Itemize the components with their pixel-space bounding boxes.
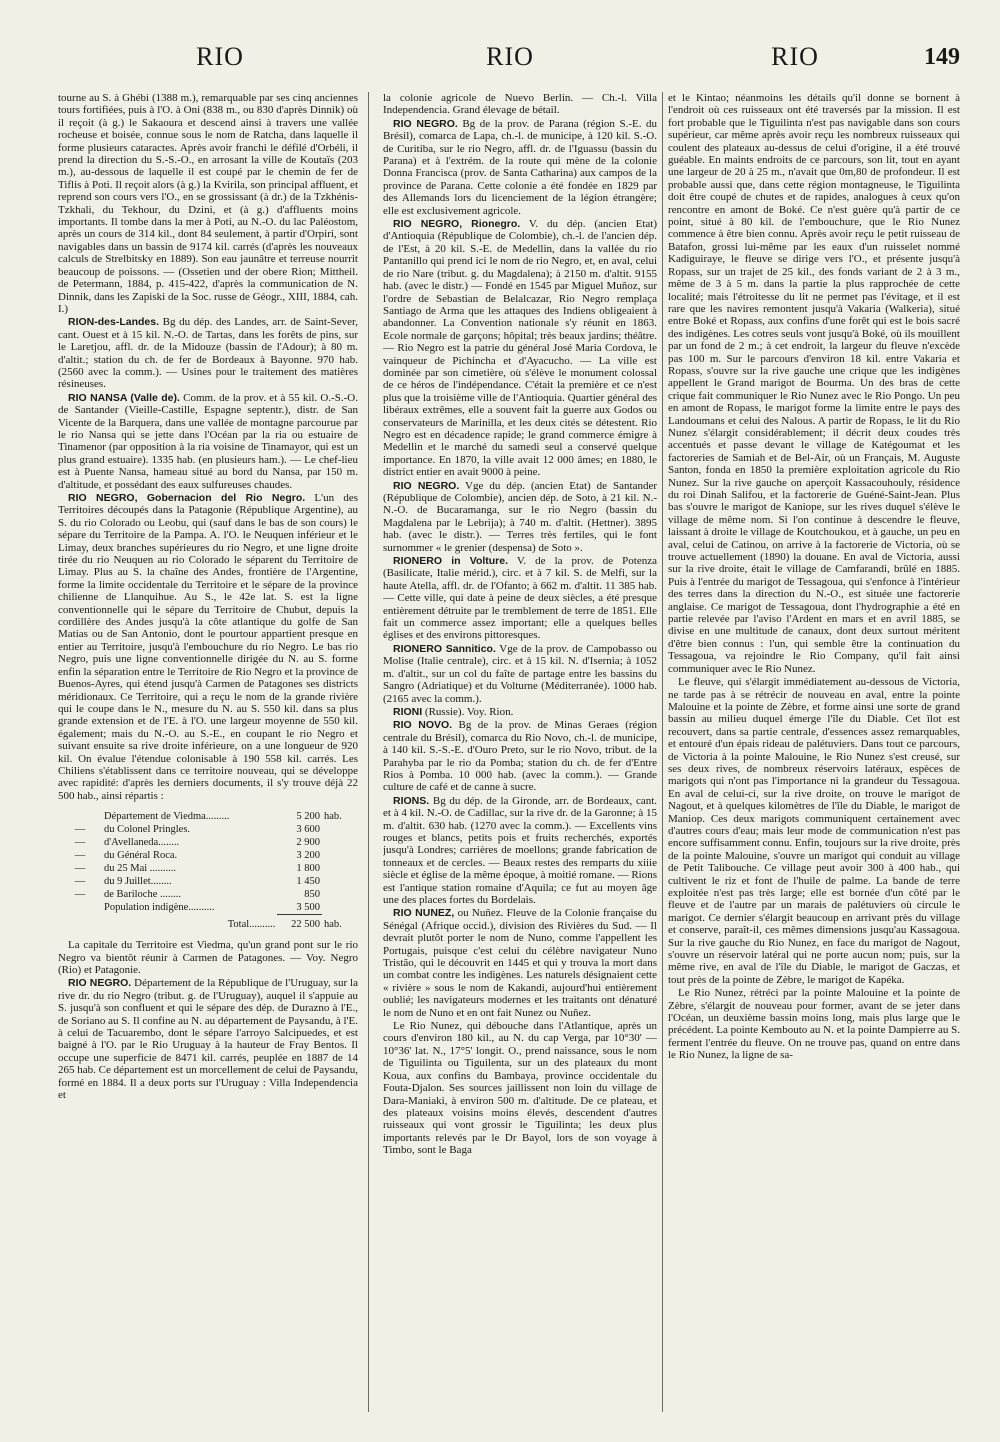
row-dash	[58, 901, 102, 915]
entry-rio-negro-brazil	[383, 118, 657, 217]
entry-text: Bg de la prov. de Minas Geraes (région centrale du Brésil), comarca du Rio Novo, ch.-l. de municipe, à 140 kil. S.-S.-E. d'Ouro Preto, sur le rio Novo, tribut. de la Parahyba par le rio da Pomba; station du ch. de fer d'Entre Rios à Pomba. 10 000 hab. (avec la comm.). — Grande culture de café et de canne à sucre.	[383, 719, 657, 794]
capitale-paragraph: La capitale du Territoire est Viedma, qu'un grand pont sur le rio Negro va bientôt réunir à Carmen de Patagones. — Voy. Negro (Rio) et Patagonie.	[58, 939, 358, 976]
entry-rio-negro-uruguay	[58, 977, 358, 1101]
entry-rio-negro-antioquia	[383, 218, 657, 479]
population-row	[58, 901, 358, 915]
row-unit	[322, 901, 358, 915]
entry-title: RIO NEGRO, Rionegro.	[393, 218, 521, 231]
entry-text: Bg du dép. des Landes, arr. de Saint-Sever, cant. Ouest et à 15 kil. N.-O. de Tartas, dans les forêts de pins, sur le Laretjou, affl. dr. de la Midouze (bassin de l'Adour); à 80 m. d'altit.; station du ch. de fer de Bordeaux à Bayonne. 970 hab. (2560 avec la comm.). — Usines pour le traitement des matières résineuses.	[58, 316, 358, 391]
entry-title: RIO NOVO.	[393, 719, 453, 732]
page-number: 149	[924, 44, 960, 70]
entry-rionero-volture	[383, 555, 657, 642]
column-rule-left	[368, 92, 369, 1412]
population-row	[58, 836, 358, 849]
population-row	[58, 862, 358, 875]
row-value: 3 200	[296, 850, 320, 862]
population-row	[58, 849, 358, 862]
entry-title: RIO NUNEZ,	[393, 907, 455, 920]
population-row	[58, 888, 358, 901]
entry-text: Vge de la prov. de Campobasso ou Molise (Italie centrale), circ. et à 15 kil. N. d'Isernia; à 1052 m. d'altit., sur un col du faîte de partage entre les bassins du Sangro (Adriatique) et du Volturne (Méditerranée). 1000 hab. (2165 avec la comm.).	[383, 642, 657, 705]
population-row	[58, 875, 358, 888]
row-label: d'Avellaneda........	[104, 837, 180, 849]
entry-title: RIONERO Sannitico.	[393, 642, 496, 655]
row-unit	[322, 836, 358, 849]
row-unit	[322, 888, 358, 901]
population-row	[58, 810, 358, 823]
entry-rio-negro-santander	[383, 480, 657, 554]
entry-rio-novo	[383, 719, 657, 793]
row-dash: —	[74, 824, 86, 836]
population-total-row	[58, 915, 358, 932]
rio-nunez-paragraph-2: Le Rio Nunez, qui débouche dans l'Atlantique, après un cours d'environ 180 kil., au N. du cap Verga, par 10°30' — 10°36' lat. N., 17°5' longit. O., prend naissance, sous le nom de Tiguilinta ou Tiguilenta, sur un des plateaux du mont Koua, aux confins du Bambaya, province occidentale du Fouta-Djalon. Ses sources jaillissent non loin du village de Dara-Maniaki, à environ 500 m. d'altitude. De ce plateau, et des plateaux voisins moins élevés, descendent d'autres ruisseaux qui vont grossir le Tiguilinta; les deux plus importants relevés par le Dr Bayol, lors de son voyage à Timbo, sont le Baga	[383, 1020, 657, 1157]
row-dash: —	[74, 837, 86, 849]
rio-nunez-paragraph-4: Le Rio Nunez, rétréci par la pointe Malouine et la pointe de Zèbre, s'élargit de nouveau pour former, avant de se jeter dans l'Océan, un deuxième bassin moins long, mais plus large que le précédent. La pointe Kembouto au N. et la pointe Dampierre au S. ferment l'entrée du fleuve. On ne trouve pas, quand on entre dans le Rio Nunez, la ligne de sa-	[668, 987, 960, 1062]
entry-text: Bg de la prov. de Parana (région S.-E. du Brésil), comarca de Lapa, ch.-l. de municipe, à 120 kil. S.-O. de Curitiba, sur le rio Negro, affl. dr. de l'Iguassu (bassin du Parana) et à l'extrém. de la route qui mène de la colonie Donna Francisca (prov. de Santa Catharina) aux campos de la province de Parana. Cette colonie a été fondée en 1829 par des Allemands lors du licenciement de la légion étrangère; elle est exclusivement agricole.	[383, 117, 657, 217]
row-value: 3 500	[296, 902, 320, 914]
entry-text: ou Nuñez. Fleuve de la Colonie française du Sénégal (Afrique occid.), division des Rivières du Sud. — Il devrait plutôt porter le nom de Nuno, comme l'appellent les Portugais, puisque c'est celui du célèbre navigateur Nuno Tristão, qui le découvrit en 1445 et qui y trouva la mort dans un combat contre les indigènes. Les naturels désignaient cette « rivière » sous le nom de Kakandi, aujourd'hui entièrement oublié; les navigateurs modernes et les traitants ont dénaturé le nom de Nuno et en ont fait Nunez ou Nuñez.	[383, 907, 657, 1019]
row-value: 2 900	[296, 837, 320, 849]
uruguay-continuation: la colonie agricole de Nuevo Berlin. — Ch.-l. Villa Independencia. Grand élevage de bétail.	[383, 92, 657, 117]
row-value: 850	[304, 889, 320, 901]
row-value: 1 450	[296, 876, 320, 888]
row-value: 1 800	[296, 863, 320, 875]
row-label: de Bariloche ........	[104, 889, 181, 901]
entry-title: RIO NEGRO, Gobernacion del Rio Negro.	[68, 492, 306, 504]
row-label: du Colonel Pringles.	[104, 824, 191, 836]
entry-text: V. de la prov. de Potenza (Basilicate, Italie mérid.), circ. et à 7 kil. S. de Melfi, sur la haute Atella, affl. dr. de l'Ofanto; à 662 m. d'altit. 11 385 hab. — Cette ville, qui date à peine de deux siècles, a été presque entièrement détruite par le tremblement de terre de 1851. Elle fait un commerce assez important; elle a quelques belles églises et des environs pittoresques.	[383, 555, 657, 642]
entry-text: Comm. de la prov. et à 55 kil. O.-S.-O. de Santander (Vieille-Castille, Espagne septentr.), distr. de San Vicente de la Barquera, dans une vallée de montagne parcourue par le rio Nansa qui se jette dans l'Océan par la ria ou estuaire de Tinamenor (par opposition à la ria voisine de Tinamayor, qui est un plus grand estuaire). 1335 hab. (en plusieurs ham.). — Le chef-lieu est à Puente Nansa, hameau situé au bord du Nansa, par 150 m. d'altitude, et possédant des eaux sulfureuses chaudes.	[58, 391, 358, 491]
entry-rions	[383, 795, 657, 907]
row-dash: —	[74, 850, 86, 862]
row-dash: —	[74, 876, 86, 888]
column-3	[668, 92, 960, 1432]
running-head-center: RIO	[486, 42, 534, 71]
total-unit: hab.	[324, 918, 342, 930]
entry-rio-nansa	[58, 392, 358, 491]
row-unit	[322, 823, 358, 836]
row-unit	[322, 862, 358, 875]
entry-title: RIONI	[393, 705, 423, 718]
entry-title: RIO NEGRO.	[393, 117, 458, 130]
row-label: Département de Viedma.........	[104, 811, 230, 823]
entry-title: RIONS.	[393, 794, 430, 807]
row-label: du Général Roca.	[104, 850, 178, 862]
entry-title: RIO NANSA (Valle de).	[68, 391, 180, 404]
entry-text: Bg du dép. de la Gironde, arr. de Bordeaux, cant. et à 4 kil. N.-O. de Cadillac, sur la rive dr. de la Garonne; à 15 m. d'altit. 630 hab. (1270 avec la comm.). — Excellents vins rouges et blancs, petits pois et fruits recherchés, exportés jusqu'à Londres; carrières de moellons; grande fabrication de tonneaux et de cercles. — Beaux restes des remparts du xiiie siècle et église de la même époque, à moitié romane. — Rions est l'antique station romaine d'Aquila; ce fut au moyen âge une des places fortes du Bordelais.	[383, 794, 657, 906]
rio-nunez-continuation: et le Kintao; néanmoins les détails qu'il donne se bornent à l'endroit où ces ruisseaux ont été traversés par la mission. Il est fort probable que le Tiguilinta n'est pas navigable dans son cours supérieur, car même après avoir reçu les nombreux ruisseaux qui coulent des plateaux au-dessus de celui d'origine, il a été trouvé guéable. En maints endroits de ce parcours, son lit, tout en ayant une largeur de 20 à 25 m., n'avait que 0m,80 de profondeur. Il est probable aussi que, dans cette région montagneuse, le Tiguilinta doit être coupé de chutes et de rapides, analogues à ceux qu'on rencontre en amont de Boké. Ce n'est guère qu'à partir de ce point, situé à 80 kil. de l'embouchure, que le Rio Nunez commence à être bien connu. Après avoir reçu le petit ruisseau de Batafon, grossi lui-même par les eaux d'un ruisselet nommé Kadiguiraye, le fleuve se dirige vers l'O., et présente jusqu'à Ropass, sur un trajet de 25 kil., des fonds variant de 2 à 3 m., même de 3 à 5 m. dans la partie la plus rapprochée de cette localité; mais l'étroitesse du lit ne permet pas l'évitage, et il est rare que les navires remontent jusqu'à Vakaria (Walkeria), situé entre Boké et Ropass, aux confins d'une forêt qui est le bois sacré des indigènes. Les cotres seuls vont jusqu'à Boké, où ils mouillent par un fond de 2 m.; à cet endroit, la largeur du fleuve n'excède pas 100 m. Sur le parcours d'environ 18 kil. entre Vakaria et Ropass, s'ouvre sur la rive gauche une crique que les indigènes appellent le Grand marigot de Bourma. Un des bras de cette crique fait communiquer le Rio Nunez avec le Rio Pongo. Un peu en amont de Ropass, le marigot forme la limite entre le pays des Landoumans et celui des Nalous. A partir de Ropass, le lit du Rio Nunez s'élargit considérablement; il décrit deux coudes très accentués et passe devant le village de Katégoumat et les factoreries de Samiah et de Bel-Air, où un Français, M. Auguste Santon, fonda en 1850 la première exploitation agricole du Rio Nunez. Sur la rive gauche on aperçoit Kassacouhouly, résidence du roi Dinah Salifou, et la factorerie de Guéné-Saint-Jean. Plus bas s'ouvre le marigot de Kaniope, sur les rives duquel s'élève le village de même nom. Si l'on continue à descendre le fleuve, laissant à droite le village de Koutchoukou, et à gauche, un peu en aval, celui de Catinou, on arrive à la factorerie de Victoria, où se trouve actuellement (1890) la douane. En aval de Victoria, aussi sur la rive droite, était le village de Camfarandi, brûlé en 1885. Puis à l'entrée du marigot de Tessagoua, qui s'enfonce à l'intérieur des terres dans la direction du N.-O., est située une factorerie anglaise. Ce marigot de Tessagoua, dont l'hydrographie a été en partie relevée par l'aviso l'Ardent en mars et en avril 1885, se divise en une multitude de canaux, dont deux surtout méritent d'être bien connus : l'un, qui semble être la continuation du Tessagoua, va rejoindre le Rio Company, qu'il fait ainsi communiquer avec le Rio Nunez.	[668, 92, 960, 675]
row-unit	[322, 875, 358, 888]
entry-rio-negro-gobernacion	[58, 492, 358, 802]
total-label: Total..........	[227, 918, 276, 930]
row-unit	[322, 849, 358, 862]
entry-text: Département de la République de l'Uruguay, sur la rive dr. du rio Negro (tribut. g. de l'Uruguay), auquel il s'appuie au S. jusqu'à son confluent et qui le sépare des dép. de Durazno à l'E., de Soriano au S. Il confine au N. au département de Paysandu, à l'E. à celui de Tacuarembo, dont le sépare l'arroyo Salcipuedes, et est baigné à l'O. par le Rio Uruguay à la hauteur de Fray Bentos. Il occupe une superficie de 8471 kil. carrés, peuplée en 1887 de 14 265 hab. Ce département est un morcellement de celui de Paysandu, formé en 1884. Il a deux ports sur l'Uruguay : Villa Independencia et	[58, 977, 358, 1102]
row-label: du 25 Mai ..........	[104, 863, 177, 875]
entry-text: V. du dép. (ancien Etat) d'Antioquia (République de Colombie), ch.-l. de l'ancien dép. de l'Est, à 20 kil. S.-E. de Medellin, dans la vallée du rio Pantanillo qui prend ici le nom de rio Negro, et, en aval, celui de rio Nare (tribut. g. du Magdalena); à 2150 m. d'altit. 9155 hab. (avec le distr.) — Fondé en 1545 par Miguel Muñoz, sur l'ordre de Sebastian de Belalcazar, Rio Negro remplaça Santiago de Arma que les attaques des Indiens obligeaient à abandonner. La Convention nationale s'y réunit en 1863. Ecole normale de garçons; hôpital; très beaux jardins; théâtre. — Rio Negro est la patrie du général José Maria Cordova, le vainqueur de Pichincha et d'Ayacucho. — La ville est dominée par son cimetière, où s'élève le monument colossal de ce héros de l'indépendance. C'était la première et ce n'est plus que la troisième ville de l'Antioquia. Quartier général des libéraux extrêmes, elle a souvent fait la guerre aux Godos ou conservateurs de Marinilla, et les deux cités se détestent. Rio Negro est en décadence rapide; le grand commerce émigre à Medellin et le marché du samedi seul a conservé quelque importance. En 1870, la ville avait 12 000 âmes; en 1880, le district entier en avait 9000 à peine.	[383, 218, 657, 479]
row-value: 3 600	[296, 824, 320, 836]
entry-text: Vge du dép. (ancien Etat) de Santander (République de Colombie), ancien dép. de Soto, à 21 kil. N.-N.-O. de Bucaramanga, sur le rio Negro (bassin du Magdalena par le Lebrija); à 740 m. d'altit. (Hettner). 3895 hab. (avec le distr.). — Terres très fertiles, qui le font surnommer « le grenier (despensa) de Soto ».	[383, 479, 657, 554]
row-unit: hab.	[324, 811, 342, 823]
running-head-right: RIO	[771, 42, 819, 71]
entry-title: RIO NEGRO.	[68, 977, 132, 990]
row-label: du 9 Juillet........	[104, 876, 172, 888]
entry-title: RION-des-Landes.	[68, 316, 160, 329]
row-dash: —	[74, 889, 86, 901]
entry-title: RIONERO in Volture.	[393, 555, 509, 568]
entry-rion-des-landes	[58, 316, 358, 390]
entry-text: L'un des Territoires découpés dans la Patagonie (République Argentine), au S. du rio Colorado ou Leobu, qui (sauf dans le bas de son cours) le sépare du Territoire de la Pampa. A. l'O. le Neuquen inférieur et le Limay, deux branches supérieures du rio Negro, et une ligne droite tirée du rio Neuquen au rio Colorado le séparent du Territoire de Limay. Plus au S. la chaîne des Andes, frontière de l'Argentine, forme la limite occidentale du Territoire et le sépare de la province chilienne de Llanquihue. Au S., le 42e lat. S. est la ligne conventionnelle qui le sépare du Territoire de Chubut, depuis la cordillère des Andes jusqu'à la côte atlantique du golfe de San Matias ou de San Antonio, dont le pourtour appartient presque en entier au Territoire, jusqu'à l'embouchure du rio Negro. Le bas rio Negro, puis une ligne conventionnelle dirigée du N. au S. forme enfin la séparation entre le Territoire de Rio Negro et la province de Buenos-Ayres, qui étend jusqu'à Carmen de Patagones ses districts méridionaux. Ce Territoire, qui a reçu le nom de la grande rivière qui le coupe dans le N., mesure du N. au S. 550 kil. dans sa plus grande extension et de l'E. à l'O. une largeur moyenne de 550 kil. également; mais du N.-O. au S.-E., en coupant le rio Negro et suivant ensuite sa rive droite inférieure, on a une longueur de 920 kil. On évalue l'étendue colonisable à 190 558 kil. carrés. Les Chiliens s'établissent dans ce territoire nouveau, qui se développe avec rapidité: d'après les derniers documents, il s'y trouve déjà 22 500 hab., ainsi répartis :	[58, 492, 358, 802]
row-dash: —	[74, 863, 86, 875]
entry-rioni	[383, 706, 657, 718]
entry-title: RIO NEGRO.	[393, 479, 460, 492]
row-label: Population indigène..........	[104, 902, 215, 914]
row-dash	[58, 810, 102, 823]
page-header	[60, 42, 960, 82]
column-rule-right	[662, 92, 663, 1412]
column-1	[58, 92, 358, 1432]
entry-text: (Russie). Voy. Rion.	[424, 705, 514, 718]
rio-nunez-paragraph-3: Le fleuve, qui s'élargit immédiatement au-dessous de Victoria, ne tarde pas à se rétrécir de nouveau en aval, entre la pointe Malouine et la pointe de Zèbre, et forme ainsi une sorte de grand bassin au milieu duquel émerge l'île du Diable. Cet îlot est recouvert, dans sa partie centrale, d'essences assez remarquables, et entouré d'un épais rideau de palétuviers. Dans tout ce parcours, de Victoria à la pointe Malouine, le Rio Nunez s'est creusé, sur ses deux rives, de nombreux réservoirs latéraux, espèces de marigots qui n'ont pas l'importance ni la grandeur du Tessagoua. En aval de celui-ci, sur la rive droite, on trouve le marigot de Nagout, et à quelques kilomètres de l'île du Diable, le marigot de Maniop. Ces deux marigots communiquent certainement avec d'autres cours d'eau; mais leur mode de communication n'est pas encore suffisamment connu. Enfin, toujours sur la rive droite, près de la pointe Malouine, s'ouvre un marigot qui conduit au village de Petit Talibouche. Ce village peut avoir 300 à 400 hab., qui cultivent le riz et font de l'huile de palme. La bande de terre exploitée n'est pas très large; elle est bornée d'un côté par le fleuve et de l'autre par un marais de palétuviers où circule le marigot. Ce dernier s'élargit beaucoup en arrivant près du village et conserve, paraît-il, ces mêmes dimensions jusqu'au Kassagoua. Sur la rive gauche du Rio Nunez, en face du marigot de Nagout, s'ouvre un réservoir latéral qui ne porte aucun nom; puis, sur la même rive, en aval de l'île du Diable, le marigot de Gaczas, et tout près de la pointe de Zèbre, le marigot de Kapéka.	[668, 676, 960, 986]
rion-continuation: tourne au S. à Ghébi (1388 m.), remarquable par ses cinq anciennes tours fortifiées, puis à l'O. à Oni (838 m., ou 830 d'après Dinnik) où il reçoit (à g.) le Sakaoura et descend ainsi à travers une vallée rocheuse et boisée, connue sous le nom de Ratcha, dans laquelle il forme plusieurs cataractes. Après avoir franchi le défilé d'Orbéli, il prend la direction du S.-S.-O., en arrosant la ville de Koutaïs (203 m.), au-dessous de laquelle il est coupé par le chemin de fer de Tiflis à Poti. Il reçoit alors (à g.) la Kvirila, son principal affluent, et reprend son cours vers l'O., en se grossissant (à dr.) de la Tzkhénis-Tzkhali, du Tekhour, du Dzini, et (à g.) d'affluents moins importants. Il tombe dans la mer à Poti, au N.-O. du lac Paléostom, après un cours de 314 kil., dont 84 seulement, à partir d'Orpiri, sont navigables dans un bassin de 9174 kil. carrés (d'après les nouveaux calculs de Strelbitsky en 1889). Son eau jaunâtre et terreuse nourrit beaucoup de poissons. — (Ossetien und der obere Rion; Mittheil. de Petermann, 1884, p. 415-422, d'après la communication de N. Dinnik, dans les Zapiski de la Soc. russe de Géogr., XIII, 1884, cah. I.)	[58, 92, 358, 315]
row-value: 5 200	[296, 811, 320, 823]
total-value: 22 500	[277, 915, 322, 932]
population-table	[58, 810, 358, 931]
population-row	[58, 823, 358, 836]
entry-rio-nunez	[383, 907, 657, 1019]
running-head-left: RIO	[196, 42, 244, 71]
column-2	[383, 92, 657, 1432]
entry-rionero-sannitico	[383, 643, 657, 705]
